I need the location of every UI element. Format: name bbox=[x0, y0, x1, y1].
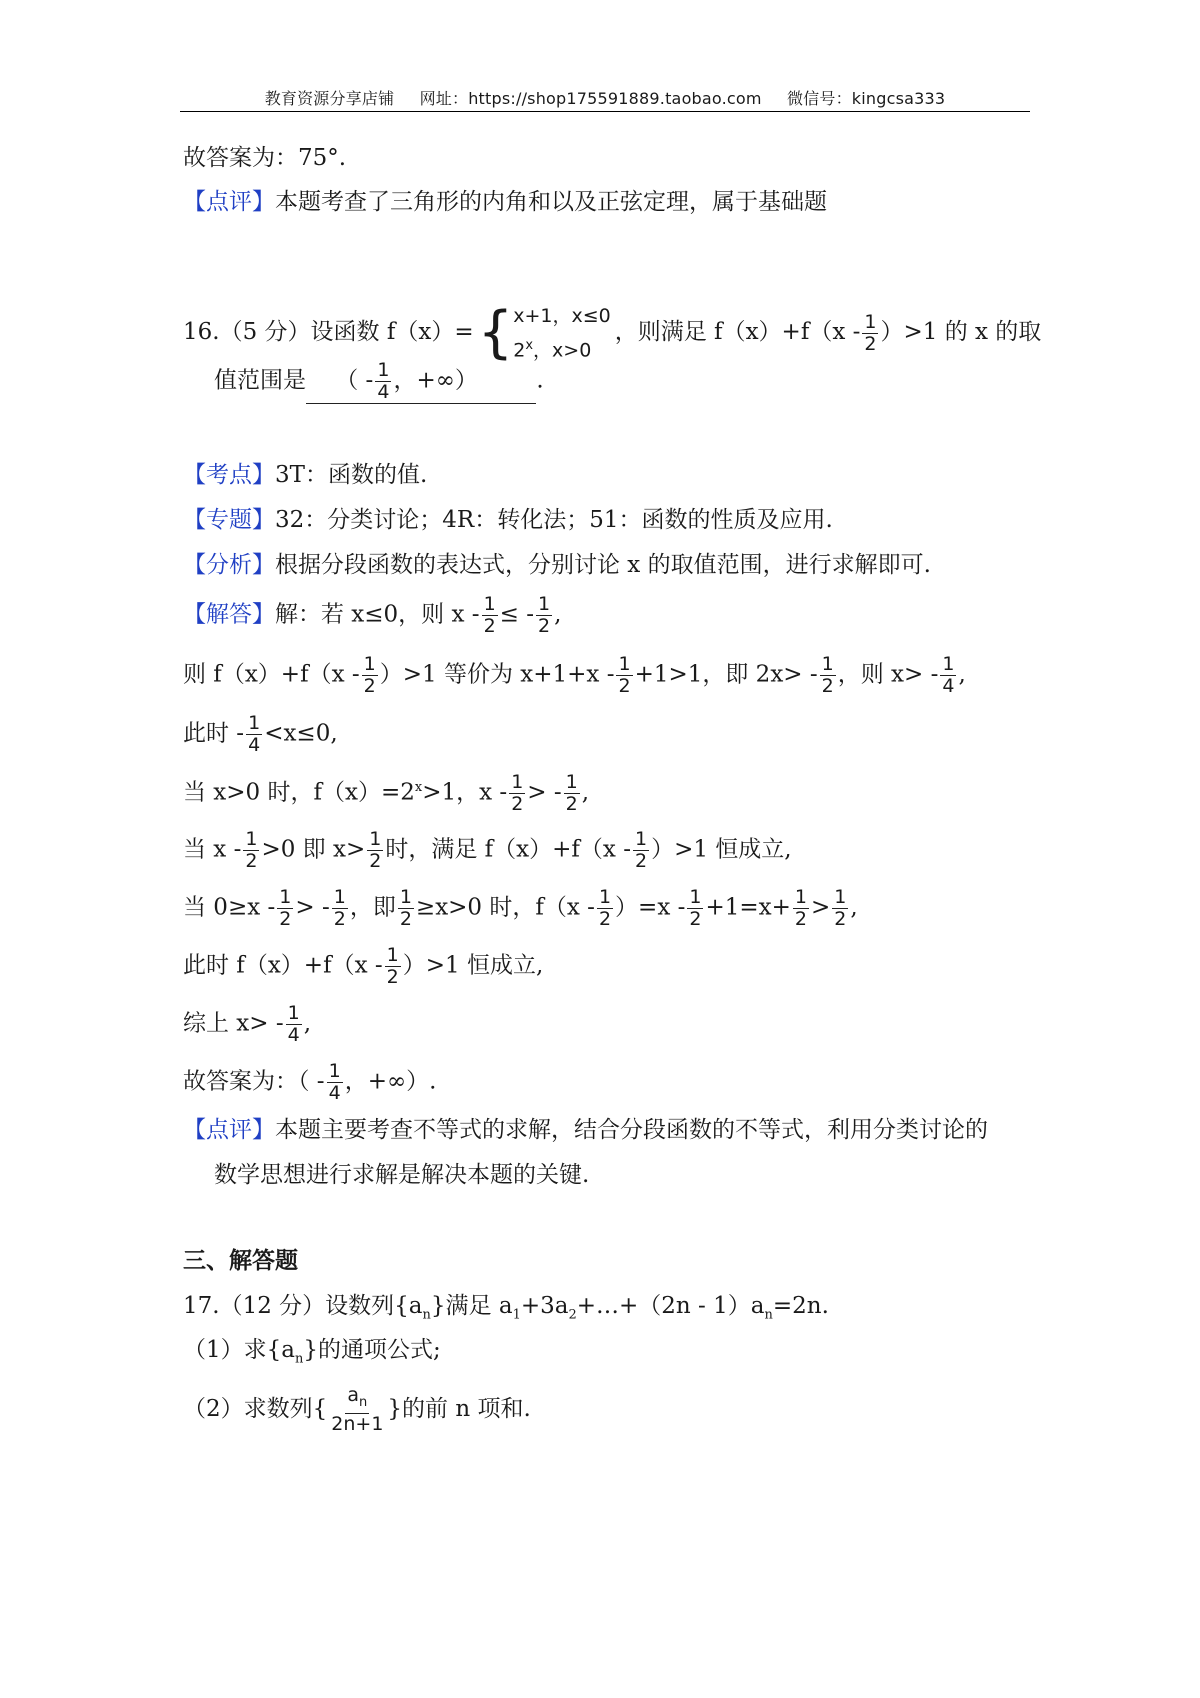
q16-solution-line-1: 【解答】解：若 x≤0，则 x - $\frac{1}{2}$ ≤ - $\frac{1}{2}$ , bbox=[183, 593, 562, 637]
fraction-an-over-2n1: $\frac{a_n}{2n+1}$ bbox=[331, 1384, 384, 1435]
piecewise-function bbox=[478, 301, 611, 365]
q16-review-cont: 数学思想进行求解是解决本题的关键. bbox=[214, 1162, 590, 1188]
q15-answer: 故答案为：75°. bbox=[183, 145, 347, 171]
q16-solution-line-3: 此时 - $\frac{1}{4}$ <x≤0, bbox=[183, 712, 338, 756]
q16-review: 【点评】本题主要考查不等式的求解，结合分段函数的不等式，利用分类讨论的 bbox=[183, 1117, 988, 1143]
case-1: x+1，x≤0 bbox=[513, 305, 611, 327]
q16-answer: 故答案为：（ - $\frac{1}{4}$ ，+∞）. bbox=[183, 1060, 437, 1104]
q16-fenxi: 【分析】根据分段函数的表达式，分别讨论 x 的取值范围，进行求解即可. bbox=[183, 552, 931, 578]
review-tag: 【点评】 bbox=[183, 189, 275, 215]
q16-solution-line-6: 当 0≥x - $\frac{1}{2}$ > - $\frac{1}{2}$ ，即 $\frac{1}{2}$ ≥x>0 时，f（x - $\frac{1}{2}$ ）=x - $\frac{1}{2}$ +1=x+ $\frac{1}{2}$ > $\frac{1}{2}$ , bbox=[183, 886, 858, 930]
q16-kaodian: 【考点】3T：函数的值. bbox=[183, 462, 428, 488]
left-brace: { bbox=[477, 300, 514, 366]
header-rule bbox=[180, 111, 1030, 112]
q16-range: 值范围是 （ - $\frac{1}{4}$ ，+∞） . bbox=[214, 359, 544, 403]
section-title: 三、解答题 bbox=[183, 1247, 298, 1274]
header-wechat: 微信号：kingcsa333 bbox=[786, 89, 946, 108]
q15-review: 【点评】本题考查了三角形的内角和以及正弦定理，属于基础题 bbox=[183, 189, 827, 215]
q16-stem: 16.（5 分）设函数 f（x）= { x+1，x≤0 2$^x$，x>0 ，则满足 f（x）+f（x - $\frac{1}{2}$ ）>1 的 x 的取 bbox=[183, 300, 1042, 366]
header-url: 网址：https://shop175591889.taobao.com bbox=[419, 89, 762, 108]
q16-zhuanti: 【专题】32：分类讨论；4R：转化法；51：函数的性质及应用. bbox=[183, 507, 833, 533]
q16-solution-line-2: 则 f（x）+f（x - $\frac{1}{2}$ ）>1 等价为 x+1+x - $\frac{1}{2}$ +1>1，即 2x> - $\frac{1}{2}$ ，则 x> - $\frac{1}{4}$ , bbox=[183, 653, 966, 697]
header-shop: 教育资源分享店铺 bbox=[264, 89, 395, 108]
fraction-half: $\frac{1}{2}$ bbox=[864, 310, 877, 355]
q16-solution-line-4: 当 x>0 时，$f(x)=2^x>1$，x - $\frac{1}{2}$ > - $\frac{1}{2}$ , bbox=[183, 771, 590, 816]
q17-stem: 17.（12 分）设数列$\{a_n\}$满足 $a_1+3a_2+\dots+(2n - 1)a_n=2n$. bbox=[183, 1293, 829, 1323]
q17-part-1: （1）求$\{a_n\}$的通项公式; bbox=[183, 1337, 441, 1367]
case-2: 2$^x$，x>0 bbox=[513, 338, 592, 362]
q16-solution-line-7: 此时 f（x）+f（x - $\frac{1}{2}$ ）>1 恒成立, bbox=[183, 944, 544, 988]
page-header bbox=[180, 86, 1030, 109]
answer-blank: （ - $\frac{1}{4}$ ，+∞） bbox=[306, 360, 536, 404]
q17-part-2: （2）求数列{ $\frac{a_n}{2n+1}$ }的前 n 项和. bbox=[183, 1384, 531, 1435]
q16-solution-line-5: 当 x - $\frac{1}{2}$ >0 即 x> $\frac{1}{2}$ 时，满足 f（x）+f（x - $\frac{1}{2}$ ）>1 恒成立, bbox=[183, 828, 792, 872]
q16-solution-line-8: 综上 x> - $\frac{1}{4}$ , bbox=[183, 1002, 312, 1046]
